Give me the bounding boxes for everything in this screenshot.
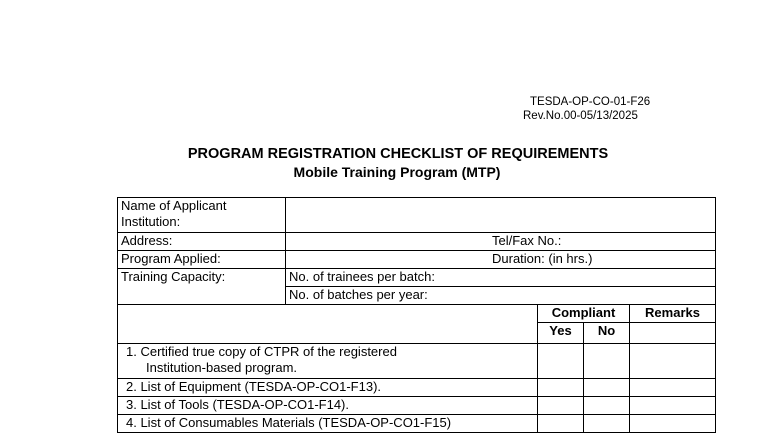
remarks-cell[interactable]: [630, 379, 716, 397]
requirement-line-2: Institution-based program.: [146, 360, 298, 375]
capacity-row: [118, 269, 716, 287]
title-sub: Mobile Training Program (MTP): [293, 164, 501, 180]
applicant-row: [118, 198, 716, 233]
registration-checklist-table: [117, 197, 716, 433]
yes-header: Yes: [538, 323, 584, 344]
requirement-text: 2. List of Equipment (TESDA-OP-CO1-F13).: [118, 379, 538, 397]
duration-label[interactable]: Duration: (in hrs.): [286, 251, 716, 269]
batches-field[interactable]: No. of batches per year:: [286, 287, 716, 305]
remarks-cell[interactable]: [630, 415, 716, 433]
no-header: No: [584, 323, 630, 344]
remarks-cell[interactable]: [630, 344, 716, 379]
requirements-header-cell: [118, 305, 538, 344]
no-cell[interactable]: [584, 397, 630, 415]
no-cell[interactable]: [584, 344, 630, 379]
telfax-label[interactable]: Tel/Fax No.:: [286, 233, 716, 251]
form-code: TESDA-OP-CO-01-F26: [530, 96, 651, 108]
address-label: Address:: [118, 233, 286, 251]
yes-cell[interactable]: [538, 415, 584, 433]
yes-cell[interactable]: [538, 344, 584, 379]
no-cell[interactable]: [584, 379, 630, 397]
address-row: [118, 233, 716, 251]
requirement-text: [118, 344, 538, 379]
no-cell[interactable]: [584, 415, 630, 433]
program-label: Program Applied:: [118, 251, 286, 269]
compliant-header: Compliant: [538, 305, 630, 323]
requirement-text: 4. List of Consumables Materials (TESDA-OP-CO1-F15): [118, 415, 538, 433]
requirement-row: [118, 415, 716, 433]
document-title: [0, 145, 784, 181]
requirement-row: [118, 397, 716, 415]
capacity-label: Training Capacity:: [118, 269, 286, 305]
requirement-text: 3. List of Tools (TESDA-OP-CO1-F14).: [118, 397, 538, 415]
program-row: [118, 251, 716, 269]
revision-number: Rev.No.00-05/13/2025: [523, 110, 638, 122]
remarks-cell[interactable]: [630, 397, 716, 415]
applicant-field[interactable]: [286, 198, 716, 233]
trainees-field[interactable]: No. of trainees per batch:: [286, 269, 716, 287]
title-main: PROGRAM REGISTRATION CHECKLIST OF REQUIREMENTS: [187, 146, 609, 162]
document-reference: [523, 95, 651, 123]
requirement-row: [118, 379, 716, 397]
requirement-row: [118, 344, 716, 379]
applicant-label: Name of Applicant Institution:: [118, 198, 286, 233]
yes-cell[interactable]: [538, 379, 584, 397]
remarks-header: Remarks: [630, 305, 716, 323]
remarks-subheader-cell: [630, 323, 716, 344]
requirement-line-1: 1. Certified true copy of CTPR of the registered: [126, 344, 397, 359]
checklist-header-row: [118, 305, 716, 323]
yes-cell[interactable]: [538, 397, 584, 415]
